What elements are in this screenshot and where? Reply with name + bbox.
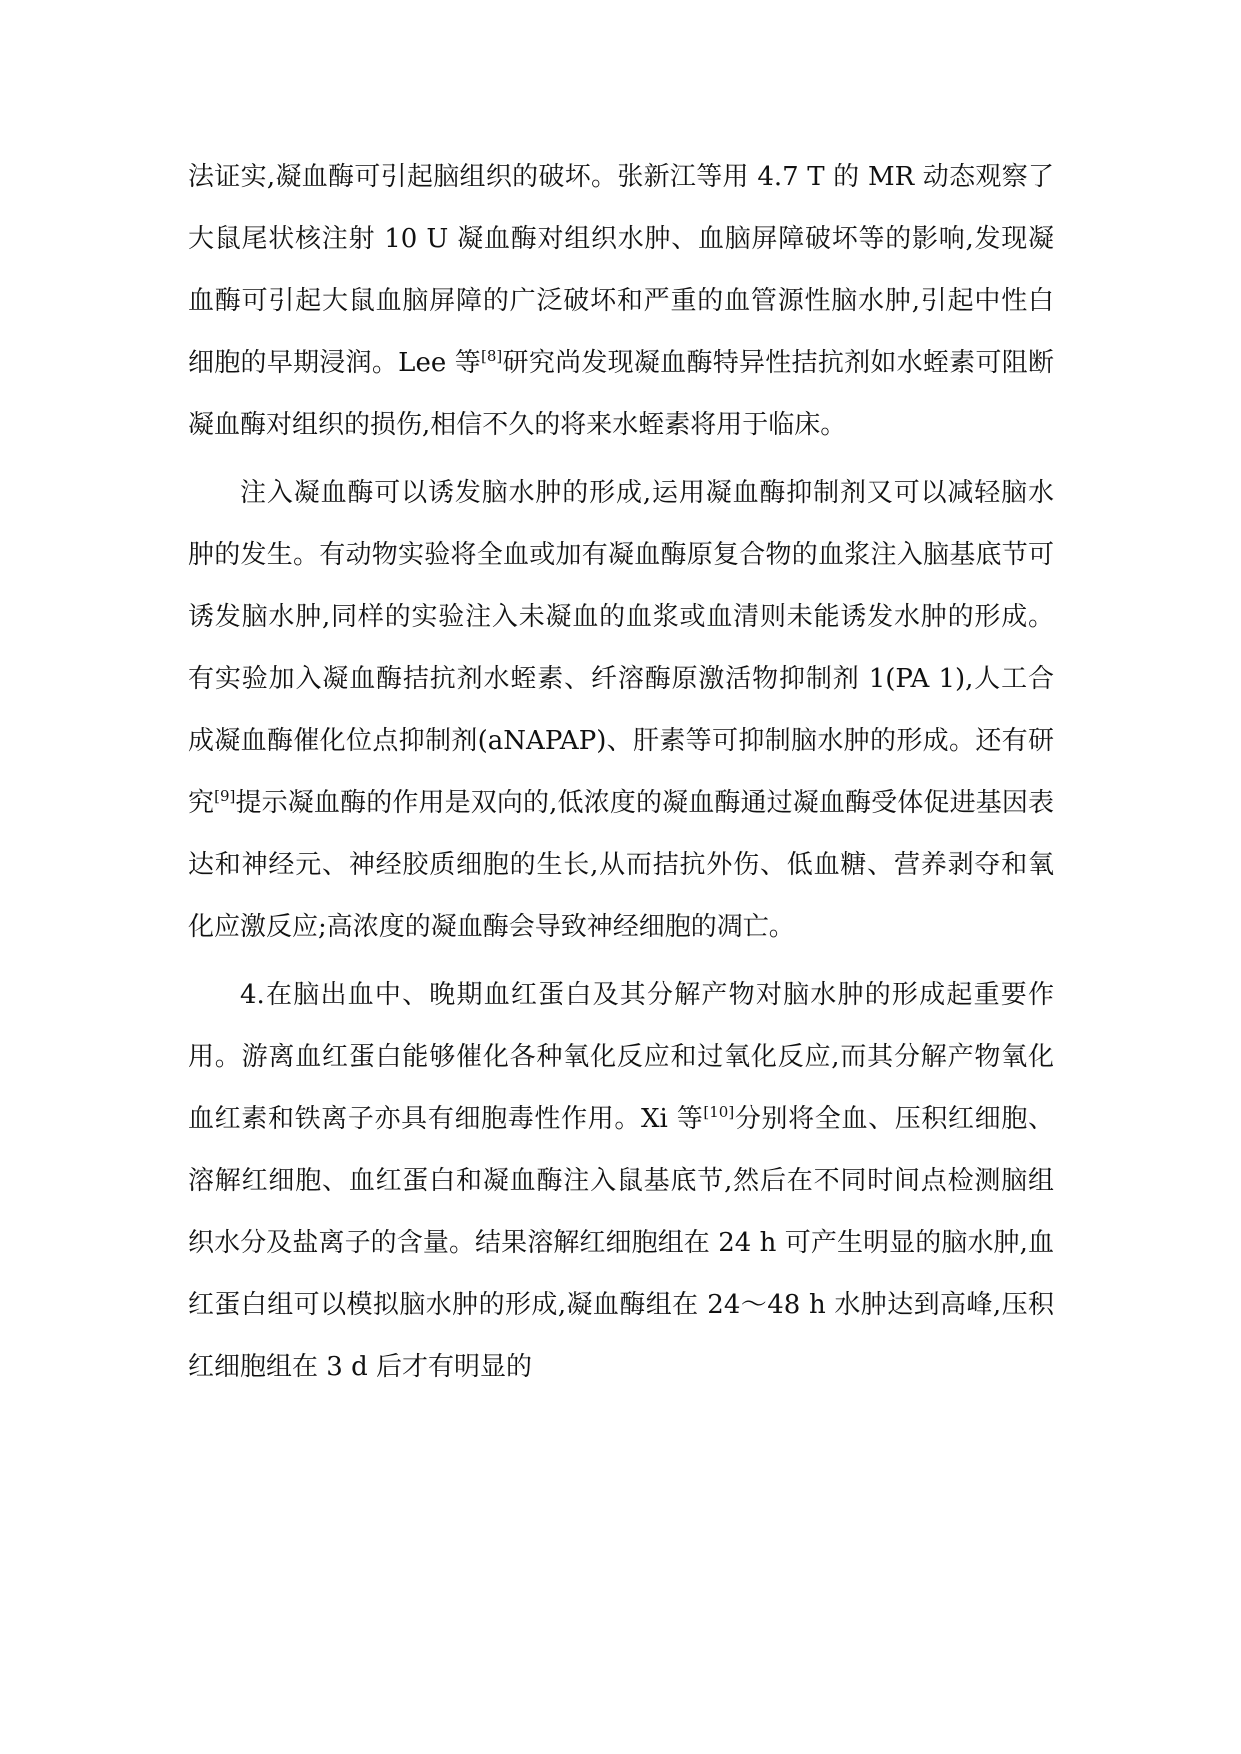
paragraph-2 xyxy=(188,462,1054,958)
paragraph-2-text-a: 注入凝血酶可以诱发脑水肿的形成,运用凝血酶抑制剂又可以减轻脑水肿的发生。有动物实验将全血或加有凝血酶原复合物的血浆注入脑基底节可诱发脑水肿,同样的实验注入未凝血的血浆或血清则未能诱发水肿的形成。有实验加入凝血酶拮抗剂水蛭素、纤溶酶原激活物抑制剂 1(PA 1),人工合成凝血酶催化位点抑制剂(aNAPAP)、肝素等可抑制脑水肿的形成。还有研究 xyxy=(188,478,1054,818)
paragraph-1-text-b: 研究尚发现凝血酶特异性拮抗剂如水蛭素可阻断凝血酶对组织的损伤,相信不久的将来水蛭素将用于临床。 xyxy=(188,348,1054,440)
paragraph-3 xyxy=(188,964,1054,1398)
paragraph-3-text-a: 4.在脑出血中、晚期血红蛋白及其分解产物对脑水肿的形成起重要作用。游离血红蛋白能够催化各种氧化反应和过氧化反应,而其分解产物氧化血红素和铁离子亦具有细胞毒性作用。Xi 等 xyxy=(188,980,1054,1134)
document-page xyxy=(188,146,1054,1398)
paragraph-1-text-a: 法证实,凝血酶可引起脑组织的破坏。张新江等用 4.7 T 的 MR 动态观察了大鼠尾状核注射 10 U 凝血酶对组织水肿、血脑屏障破坏等的影响,发现凝血酶可引起大鼠血脑屏障的广泛破坏和严重的血管源性脑水肿,引起中性白细胞的早期浸润。Lee 等 xyxy=(188,162,1054,378)
paragraph-1 xyxy=(188,146,1054,456)
citation-9: [9] xyxy=(214,787,236,805)
paragraph-2-text-b: 提示凝血酶的作用是双向的,低浓度的凝血酶通过凝血酶受体促进基因表达和神经元、神经胶质细胞的生长,从而拮抗外伤、低血糖、营养剥夺和氧化应激反应;高浓度的凝血酶会导致神经细胞的凋亡。 xyxy=(188,788,1054,942)
citation-10: [10] xyxy=(703,1103,735,1121)
citation-8: [8] xyxy=(481,347,503,365)
paragraph-3-text-b: 分别将全血、压积红细胞、溶解红细胞、血红蛋白和凝血酶注入鼠基底节,然后在不同时间点检测脑组织水分及盐离子的含量。结果溶解红细胞组在 24 h 可产生明显的脑水肿,血红蛋白组可以模拟脑水肿的形成,凝血酶组在 24～48 h 水肿达到高峰,压积红细胞组在 3 d 后才有明显的 xyxy=(188,1104,1054,1382)
